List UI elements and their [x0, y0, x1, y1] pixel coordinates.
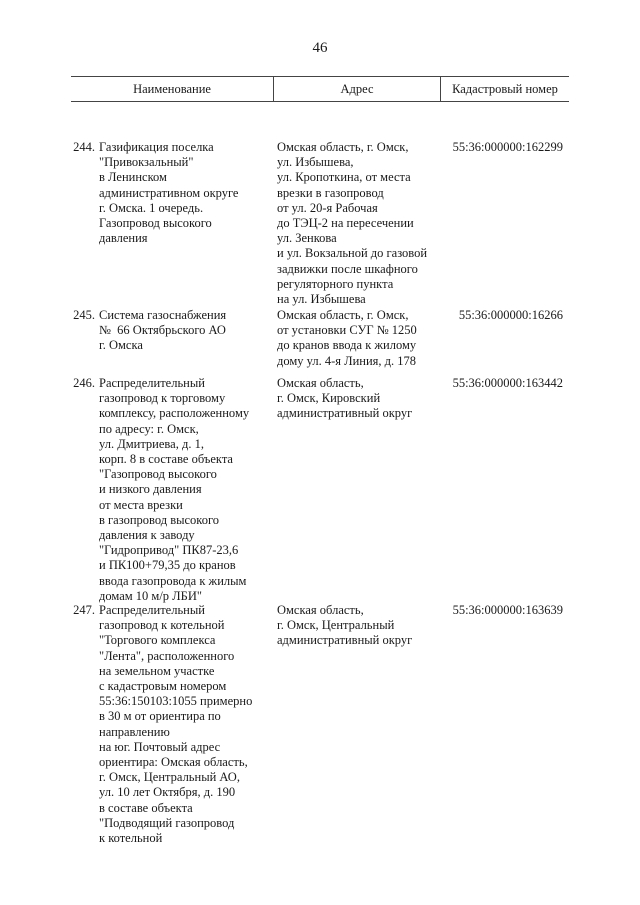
object-name-line: "Гидропривод" ПК87-23,6	[99, 543, 239, 558]
object-address-line: от установки СУГ № 1250	[277, 323, 417, 338]
object-name-line: на земельном участке	[99, 663, 215, 678]
object-address-line: Омская область,	[277, 603, 364, 617]
object-name	[99, 308, 277, 369]
cadastral-number: 55:36:000000:162299	[452, 140, 563, 154]
object-address-line: Омская область, г. Омск,	[277, 308, 409, 322]
object-name-line: "Лента", расположенного	[99, 648, 235, 663]
row-number: 247.	[73, 603, 95, 617]
object-name-line: в Ленинском	[99, 170, 167, 185]
object-address	[277, 308, 449, 369]
object-address-line: на ул. Избышева	[277, 292, 366, 307]
object-name-line: газопровод к котельной	[99, 618, 225, 633]
object-table	[71, 76, 569, 862]
object-name-line: "Подводящий газопровод	[99, 815, 235, 830]
object-name-line: Распределительный	[99, 603, 205, 617]
object-name-line: давления к заводу	[99, 528, 195, 543]
object-name-line: № 66 Октябрьского АО	[99, 323, 226, 338]
object-name-line: ориентира: Омская область,	[99, 755, 248, 770]
object-name-line: от места врезки	[99, 497, 183, 512]
object-name-line: на юг. Почтовый адрес	[99, 739, 221, 754]
object-address-line: г. Омск, Центральный	[277, 618, 395, 633]
object-address-line: ул. Зенкова	[277, 231, 337, 246]
object-name	[99, 376, 277, 604]
object-name-line: ввода газопровода к жилым	[99, 573, 247, 588]
object-name-line: комплексу, расположенному	[99, 406, 250, 421]
header-name: Наименование	[71, 77, 274, 101]
object-name-line: Газификация поселка	[99, 140, 214, 154]
object-address	[277, 376, 449, 604]
object-address-line: врезки в газопровод	[277, 185, 384, 200]
cadastral-number: 55:36:000000:16266	[458, 308, 563, 322]
object-address-line: ул. Избышева,	[277, 155, 354, 170]
object-address-line: регуляторного пункта	[277, 276, 394, 291]
object-address-line: задвижки после шкафного	[277, 261, 418, 276]
cadastral-number: 55:36:000000:163639	[452, 603, 563, 617]
object-name-line: направлению	[99, 724, 170, 739]
row-number: 246.	[73, 376, 95, 390]
object-address-line: до кранов ввода к жилому	[277, 338, 417, 353]
object-name-line: Система газоснабжения	[99, 308, 227, 322]
table-header	[71, 76, 569, 102]
object-name-line: по адресу: г. Омск,	[99, 421, 199, 436]
table-row	[71, 140, 569, 307]
object-name-line: корп. 8 в составе объекта	[99, 452, 233, 467]
row-number: 244.	[73, 140, 95, 154]
object-name-line: "Торгового комплекса	[99, 633, 216, 648]
object-name-line: и ПК100+79,35 до кранов	[99, 558, 236, 573]
header-cadastral: Кадастровый номер	[452, 82, 558, 96]
header-address: Адрес	[274, 77, 441, 101]
object-name-line: в составе объекта	[99, 800, 193, 815]
table-row	[71, 603, 569, 846]
table-body	[71, 102, 569, 862]
object-address-line: административный округ	[277, 633, 413, 648]
object-address-line: административный округ	[277, 406, 413, 421]
object-name	[99, 140, 277, 307]
object-name-line: 55:36:150103:1055 примерно	[99, 694, 253, 709]
object-address	[277, 603, 449, 846]
object-name-line: г. Омска. 1 очередь.	[99, 200, 204, 215]
object-name-line: с кадастровым номером	[99, 679, 227, 694]
page-number: 46	[312, 40, 328, 56]
cadastral-number: 55:36:000000:163442	[452, 376, 563, 390]
object-address	[277, 140, 449, 307]
table-row	[71, 308, 569, 369]
object-address-line: г. Омск, Кировский	[277, 391, 381, 406]
object-name-line: "Привокзальный"	[99, 155, 194, 170]
object-name-line: г. Омск, Центральный АО,	[99, 770, 240, 785]
object-name-line: Распределительный	[99, 376, 205, 390]
object-address-line: дому ул. 4-я Линия, д. 178	[277, 353, 417, 368]
object-name	[99, 603, 277, 846]
object-address-line: до ТЭЦ-2 на пересечении	[277, 216, 414, 231]
object-name-line: Газопровод высокого	[99, 216, 212, 231]
object-name-line: ул. Дмитриева, д. 1,	[99, 436, 204, 451]
object-address-line: от ул. 20-я Рабочая	[277, 200, 378, 215]
object-name-line: давления	[99, 231, 148, 246]
object-name-line: газопровод к торговому	[99, 391, 226, 406]
table-row	[71, 376, 569, 604]
object-name-line: и низкого давления	[99, 482, 202, 497]
object-address-line: ул. Кропоткина, от места	[277, 170, 411, 185]
object-name-line: "Газопровод высокого	[99, 467, 217, 482]
object-address-line: Омская область,	[277, 376, 364, 390]
object-name-line: к котельной	[99, 831, 163, 846]
object-name-line: административном округе	[99, 185, 239, 200]
object-address-line: Омская область, г. Омск,	[277, 140, 409, 154]
object-name-line: ул. 10 лет Октября, д. 190	[99, 785, 236, 800]
object-address-line: и ул. Вокзальной до газовой	[277, 246, 428, 261]
row-number: 245.	[73, 308, 95, 322]
object-name-line: домам 10 м/р ЛБИ"	[99, 588, 202, 603]
object-name-line: г. Омска	[99, 338, 143, 353]
object-name-line: в газопровод высокого	[99, 512, 220, 527]
object-name-line: в 30 м от ориентира по	[99, 709, 221, 724]
